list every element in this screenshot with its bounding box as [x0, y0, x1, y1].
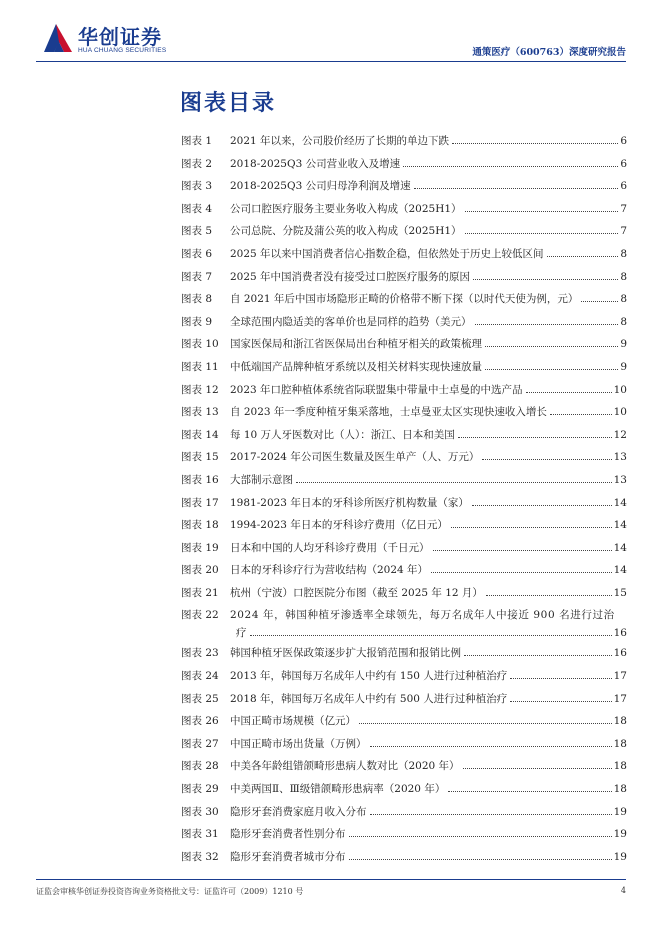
toc-entry[interactable]	[181, 669, 627, 692]
toc-entry-label: 图表 17	[181, 496, 219, 509]
toc-leader-dots	[370, 746, 612, 747]
toc-entry-title: 2025 年中国消费者没有接受过口腔医疗服务的原因	[230, 270, 471, 283]
toc-entry-label: 图表 26	[181, 715, 219, 728]
toc-entry-page: 14	[613, 541, 627, 554]
toc-entry-page: 6	[620, 157, 627, 170]
toc-entry-page: 7	[620, 225, 627, 238]
toc-entry-page: 9	[620, 360, 627, 373]
toc-entry-title: 公司总院、分院及蒲公英的收入构成（2025H1）	[230, 225, 462, 238]
toc-leader-dots	[349, 836, 612, 837]
toc-entry-page: 18	[613, 715, 627, 728]
toc-leader-dots	[526, 392, 612, 393]
toc-leader-dots	[550, 414, 612, 415]
toc-entry[interactable]	[181, 646, 627, 669]
toc-entry-page: 13	[613, 473, 627, 486]
toc-entry-label: 图表 14	[181, 428, 219, 441]
toc-entry-page: 10	[613, 406, 627, 419]
toc-entry-page: 13	[613, 451, 627, 464]
toc-entry-title: 2018 年，韩国每万名成年人中约有 500 人进行过种植治疗	[230, 692, 508, 705]
logo-mark-icon	[42, 20, 74, 54]
toc-entry-title: 1994-2023 年日本的牙科诊疗费用（亿日元）	[230, 519, 448, 532]
toc-entry-label: 图表 32	[181, 850, 219, 863]
toc-entry-label: 图表 25	[181, 692, 219, 705]
toc-entry-title: 隐形牙套消费者性别分布	[230, 828, 346, 841]
toc-entry-label: 图表 10	[181, 338, 219, 351]
toc-entry-page: 19	[613, 850, 627, 863]
toc-leader-dots	[581, 301, 618, 302]
toc-entry[interactable]	[181, 360, 627, 383]
toc-entry-title: 中美各年龄组错颌畸形患病人数对比（2020 年）	[230, 760, 460, 773]
toc-entry-page: 17	[613, 670, 627, 683]
toc-entry-label: 图表 31	[181, 828, 219, 841]
toc-entry-title: 中国正畸市场规模（亿元）	[230, 715, 356, 728]
toc-entry-label: 图表 13	[181, 406, 219, 419]
toc-entry[interactable]	[181, 134, 627, 157]
toc-entry[interactable]	[181, 737, 627, 760]
toc-entry-title: 韩国种植牙医保政策逐步扩大报销范围和报销比例	[230, 647, 461, 660]
header-divider	[36, 61, 626, 62]
toc-entry-page: 16	[613, 627, 627, 640]
toc-leader-dots	[359, 723, 612, 724]
report-tag: 通策医疗（600763）深度研究报告	[472, 47, 626, 58]
toc-entry-page: 6	[620, 180, 627, 193]
toc-leader-dots	[475, 324, 619, 325]
toc-entry[interactable]	[181, 850, 627, 873]
toc-entry-page: 6	[620, 135, 627, 147]
toc-entry-page: 15	[613, 586, 627, 599]
toc-entry-title: 1981-2023 年日本的牙科诊所医疗机构数量（家）	[230, 496, 469, 509]
toc-entry-page: 19	[613, 828, 627, 841]
toc-entry-page: 19	[613, 805, 627, 818]
toc-entry-title: 中低端国产品牌种植牙系统以及相关材料实现快速放量	[230, 360, 482, 373]
toc-entry[interactable]	[181, 692, 627, 715]
toc-leader-dots	[510, 701, 611, 702]
toc-entry-label: 图表 21	[181, 586, 219, 599]
toc-entry-page: 7	[620, 202, 627, 215]
toc-entry-page: 10	[613, 383, 627, 396]
toc-entry-label: 图表 22	[181, 609, 219, 622]
toc-entry[interactable]	[181, 157, 627, 180]
toc-entry-page: 14	[613, 564, 627, 577]
footer-divider	[36, 879, 626, 880]
page-number: 4	[620, 886, 626, 895]
toc-leader-dots	[510, 678, 611, 679]
toc-leader-dots	[431, 572, 612, 573]
toc-entry-label: 图表 27	[181, 737, 219, 750]
toc-leader-dots	[465, 211, 619, 212]
toc-entry-title: 杭州（宁波）口腔医院分布图（截至 2025 年 12 月）	[230, 586, 483, 599]
logo-english-name: HUA CHUANG SECURITIES	[78, 47, 167, 54]
logo-chinese-name: 华创证券	[78, 25, 162, 49]
toc-entry-page: 9	[620, 338, 627, 351]
toc-entry-page: 8	[620, 247, 627, 260]
toc-entry-page: 18	[613, 783, 627, 796]
toc-entry-page: 14	[613, 496, 627, 509]
toc-leader-dots	[296, 482, 612, 483]
toc-leader-dots	[451, 527, 612, 528]
page-title: 图表目录	[180, 91, 277, 116]
toc-entry-title: 2017-2024 年公司医生数量及医生单产（人、万元）	[230, 451, 480, 464]
toc-entry-page: 16	[613, 647, 627, 660]
toc-entry[interactable]	[181, 518, 627, 541]
toc-entry-title: 2023 年口腔种植体系统省际联盟集中带量中士卓曼的中选产品	[230, 383, 523, 396]
toc-entry-page: 18	[613, 760, 627, 773]
toc-entry-label: 图表 24	[181, 670, 219, 683]
toc-entry-title: 2018-2025Q3 公司营业收入及增速	[230, 157, 401, 170]
toc-entry-label: 图表 16	[181, 473, 219, 486]
toc-entry[interactable]	[181, 714, 627, 737]
toc-entry-title: 2018-2025Q3 公司归母净利润及增速	[230, 180, 411, 193]
toc-entry-title: 中国正畸市场出货量（万例）	[230, 737, 367, 750]
toc-entry[interactable]	[181, 759, 627, 782]
toc-entry-title: 2021 年以来，公司股价经历了长期的单边下跌	[230, 135, 450, 147]
toc-entry-label: 图表 9	[181, 315, 213, 328]
toc-entry[interactable]	[181, 563, 627, 586]
toc-entry-label: 图表 12	[181, 383, 219, 396]
toc-entry-title: 日本和中国的人均牙科诊疗费用（千日元）	[230, 541, 430, 554]
toc-leader-dots	[473, 279, 618, 280]
toc-entry-label: 图表 11	[181, 360, 219, 373]
toc-entry-label: 图表 3	[181, 180, 213, 193]
toc-entry-title: 国家医保局和浙江省医保局出台种植牙相关的政策梳理	[230, 338, 482, 351]
toc-entry-label: 图表 18	[181, 519, 219, 532]
toc-entry[interactable]	[181, 179, 627, 202]
toc-entry[interactable]	[181, 247, 627, 270]
toc-entry-title-continued: 疗	[236, 627, 247, 640]
toc-entry[interactable]	[181, 586, 627, 609]
toc-entry-title: 自 2021 年后中国市场隐形正畸的价格带不断下探（以时代天使为例，元）	[230, 293, 579, 306]
toc-entry-title: 隐形牙套消费者城市分布	[230, 850, 346, 863]
toc-leader-dots	[414, 188, 619, 189]
toc-leader-dots	[349, 859, 612, 860]
toc-entry-label: 图表 4	[181, 202, 213, 215]
toc-leader-dots	[472, 505, 612, 506]
toc-entry[interactable]	[181, 450, 627, 473]
toc-entry-title: 2024 年，韩国种植牙渗透率全球领先，每万名成年人中接近 900 名进行过治	[230, 609, 615, 622]
toc-leader-dots	[465, 233, 619, 234]
toc-entry-title: 隐形牙套消费家庭月收入分布	[230, 805, 367, 818]
toc-entry-label: 图表 20	[181, 564, 219, 577]
toc-entry-page: 14	[613, 519, 627, 532]
toc-entry[interactable]	[181, 292, 627, 315]
toc-leader-dots	[486, 595, 612, 596]
toc-entry-page: 8	[620, 315, 627, 328]
toc-entry[interactable]	[181, 202, 627, 225]
toc-leader-dots	[452, 143, 618, 144]
toc-entry-title: 2025 年以来中国消费者信心指数企稳，但依然处于历史上较低区间	[230, 247, 544, 260]
toc-leader-dots	[463, 768, 612, 769]
toc-entry-label: 图表 19	[181, 541, 219, 554]
toc-leader-dots	[485, 369, 618, 370]
toc-entry-title: 每 10 万人牙医数对比（人）：浙江、日本和美国	[230, 428, 455, 441]
toc-entry[interactable]	[181, 496, 627, 519]
toc-entry[interactable]	[181, 827, 627, 850]
toc-entry[interactable]	[181, 337, 627, 360]
toc-entry[interactable]	[181, 473, 627, 496]
toc-leader-dots	[250, 635, 612, 636]
toc-entry-page: 8	[620, 270, 627, 283]
toc-list	[181, 134, 627, 872]
toc-entry-title: 中美两国Ⅱ、Ⅲ级错颌畸形患病率（2020 年）	[230, 783, 446, 796]
toc-leader-dots	[464, 655, 612, 656]
toc-leader-dots	[433, 550, 612, 551]
toc-entry[interactable]	[181, 270, 627, 293]
company-logo	[42, 20, 182, 60]
toc-entry-page: 8	[620, 293, 627, 306]
toc-entry-title: 大部制示意图	[230, 473, 293, 486]
toc-entry-title: 日本的牙科诊疗行为营收结构（2024 年）	[230, 564, 429, 577]
toc-entry[interactable]	[181, 315, 627, 338]
toc-leader-dots	[547, 256, 619, 257]
toc-entry-page: 18	[613, 737, 627, 750]
toc-entry-label: 图表 15	[181, 451, 219, 464]
toc-entry-label: 图表 6	[181, 247, 213, 260]
footer-disclaimer: 证监会审核华创证券投资咨询业务资格批文号：证监许可（2009）1210 号	[36, 887, 304, 896]
toc-entry-label: 图表 7	[181, 270, 213, 283]
toc-entry-title: 2013 年，韩国每万名成年人中约有 150 人进行过种植治疗	[230, 670, 508, 683]
toc-leader-dots	[482, 459, 611, 460]
toc-entry[interactable]	[181, 608, 627, 646]
toc-leader-dots	[370, 814, 612, 815]
toc-entry[interactable]	[181, 383, 627, 406]
toc-entry-title: 自 2023 年一季度种植牙集采落地，士卓曼亚太区实现快速收入增长	[230, 406, 547, 419]
toc-entry[interactable]	[181, 224, 627, 247]
toc-entry-label: 图表 8	[181, 293, 213, 306]
toc-entry-title: 全球范围内隐适美的客单价也是同样的趋势（美元）	[230, 315, 472, 328]
toc-entry-title: 公司口腔医疗服务主要业务收入构成（2025H1）	[230, 202, 462, 215]
toc-entry[interactable]	[181, 405, 627, 428]
toc-entry-label: 图表 2	[181, 157, 213, 170]
toc-entry[interactable]	[181, 782, 627, 805]
page-header	[0, 0, 662, 64]
toc-leader-dots	[458, 437, 612, 438]
toc-entry-label: 图表 30	[181, 805, 219, 818]
toc-entry-label: 图表 23	[181, 647, 219, 660]
toc-leader-dots	[403, 166, 618, 167]
toc-entry[interactable]	[181, 428, 627, 451]
toc-entry-label: 图表 1	[181, 135, 213, 147]
toc-entry-page: 12	[613, 428, 627, 441]
toc-entry[interactable]	[181, 805, 627, 828]
toc-entry-page: 17	[613, 692, 627, 705]
toc-entry-label: 图表 5	[181, 225, 213, 238]
toc-entry-label: 图表 28	[181, 760, 219, 773]
toc-leader-dots	[485, 346, 618, 347]
toc-entry-label: 图表 29	[181, 783, 219, 796]
toc-entry[interactable]	[181, 541, 627, 564]
toc-leader-dots	[448, 791, 611, 792]
